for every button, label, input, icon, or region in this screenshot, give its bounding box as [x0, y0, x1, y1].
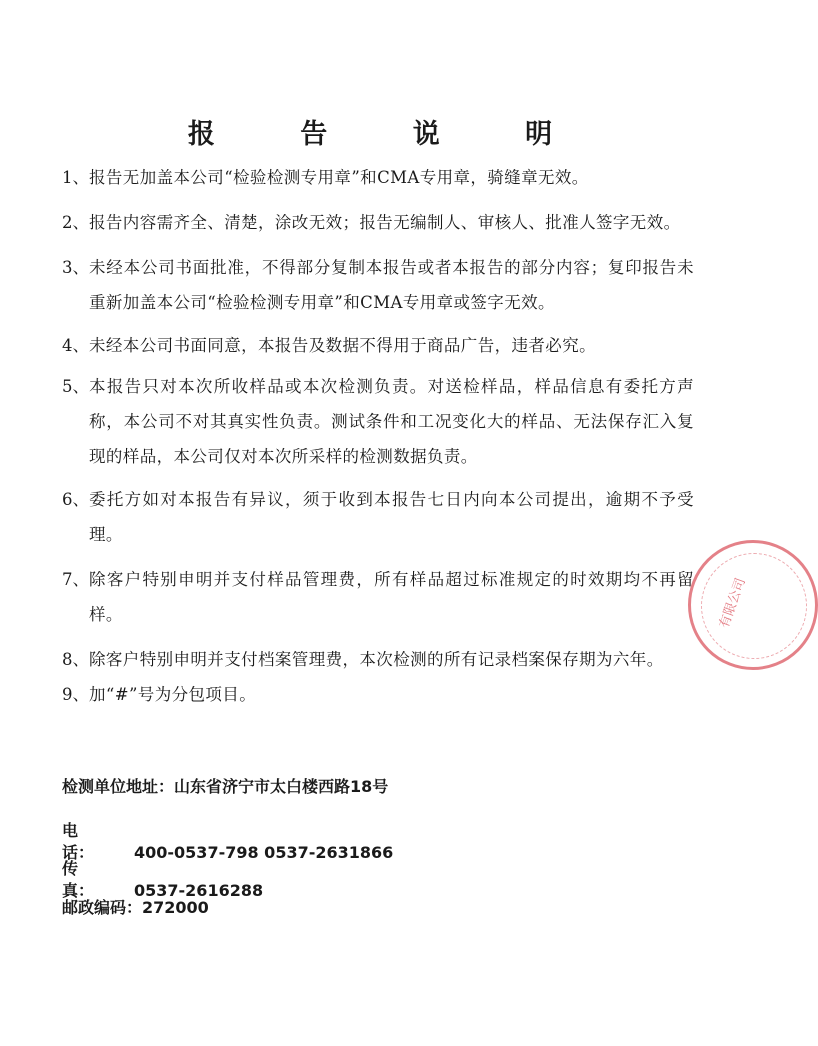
note-number: 2、: [62, 213, 89, 232]
note-item: [62, 250, 694, 320]
note-number: 9、: [62, 685, 89, 704]
note-item: [62, 328, 694, 363]
fax-line: [62, 858, 662, 902]
note-item: [62, 369, 694, 474]
note-number: 8、: [62, 650, 89, 669]
note-item: [62, 482, 694, 552]
note-item: [62, 562, 694, 632]
phone-label-part: 话：: [62, 843, 95, 862]
note-number: 5、: [62, 377, 89, 396]
note-text: 报告内容需齐全、清楚，涂改无效；报告无编制人、审核人、批准人签字无效。: [89, 213, 681, 232]
note-item: [62, 642, 694, 677]
note-text: 除客户特别申明并支付档案管理费，本次检测的所有记录档案保存期为六年。: [89, 650, 664, 669]
note-text: 加“#”号为分包项目。: [89, 685, 257, 704]
phone-label-part: 电: [62, 821, 79, 840]
note-item: [62, 160, 694, 195]
company-seal: [688, 540, 818, 670]
note-number: 3、: [62, 258, 89, 277]
note-number: 4、: [62, 336, 89, 355]
postcode-line: [62, 897, 662, 919]
phone-value: 400-0537-798 0537-2631866: [134, 843, 394, 862]
address-value: 山东省济宁市太白楼西路18号: [174, 777, 389, 796]
address-label: 检测单位地址：: [62, 777, 175, 796]
note-text: 委托方如对本报告有异议，须于收到本报告七日内向本公司提出，逾期不予受理。: [89, 490, 694, 544]
note-text: 未经本公司书面批准，不得部分复制本报告或者本报告的部分内容；复印报告未重新加盖本公司“检验检测专用章”和CMA专用章或签字无效。: [89, 258, 694, 312]
postcode-value: 272000: [142, 898, 209, 917]
seal-inner-ring: [701, 553, 807, 659]
note-text: 除客户特别申明并支付样品管理费，所有样品超过标准规定的时效期均不再留样。: [89, 570, 694, 624]
note-number: 6、: [62, 490, 89, 509]
fax-label-part: 传: [62, 859, 79, 878]
postcode-label: 邮政编码：: [62, 898, 143, 917]
seal-text: 有限公司: [716, 576, 749, 631]
note-number: 7、: [62, 570, 89, 589]
note-item: [62, 205, 694, 240]
note-item: [62, 677, 694, 712]
note-text: 未经本公司书面同意，本报告及数据不得用于商品广告，违者必究。: [89, 336, 596, 355]
notes-list: [62, 160, 694, 712]
address-line: [62, 776, 662, 798]
fax-label: [62, 858, 134, 902]
note-text: 本报告只对本次所收样品或本次检测负责。对送检样品，样品信息有委托方声称，本公司不对其真实性负责。测试条件和工况变化大的样品、无法保存汇入复现的样品，本公司仅对本次所采样的检测数据负责。: [89, 377, 694, 466]
note-number: 1、: [62, 168, 89, 187]
page-title: 报 告 说 明: [187, 119, 591, 150]
fax-label-part: 真：: [62, 881, 95, 900]
fax-value: 0537-2616288: [134, 881, 264, 900]
note-text: 报告无加盖本公司“检验检测专用章”和CMA专用章，骑缝章无效。: [89, 168, 589, 187]
